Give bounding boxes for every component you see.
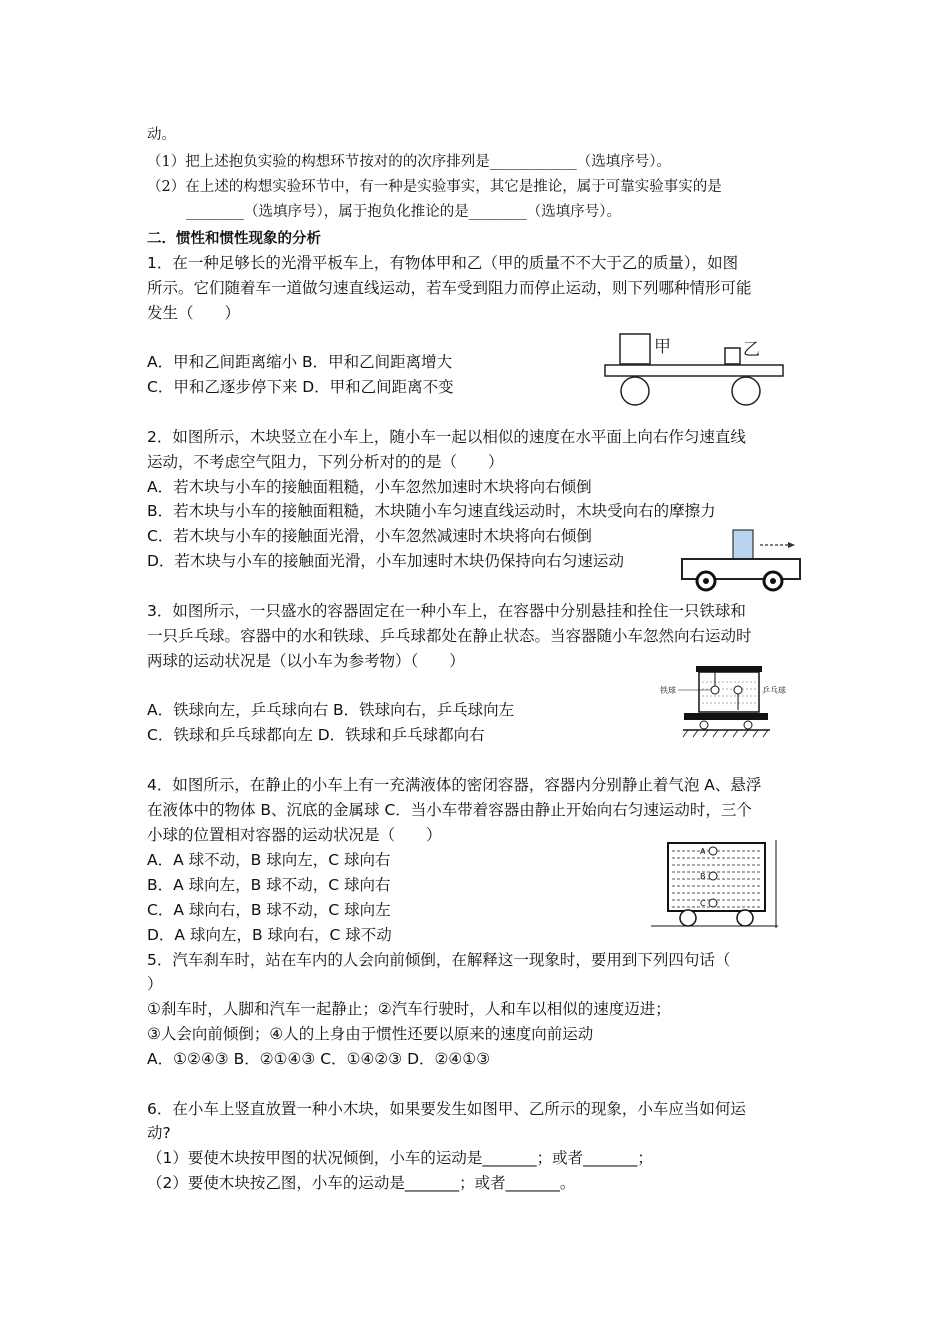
wheel-left xyxy=(621,377,649,405)
problem-1-options-ab: A．甲和乙间距离缩小 B．甲和乙间距离增大 xyxy=(147,353,453,371)
problem-2-option-d: D．若木块与小车的接触面光滑，小车加速时木块仍保持向右匀速运动 xyxy=(147,552,624,570)
iron-ball-label: 铁球 xyxy=(660,686,676,695)
intro-question-2: （2）在上述的构想实验环节中，有一种是实验事实，其它是推论，属于可靠实验事实的是 xyxy=(147,179,722,195)
container-lid xyxy=(696,666,762,672)
problem-6-line-2: 动? xyxy=(147,1124,171,1142)
problem-5-line-4: ③人会向前倾倒；④人的上身由于惯性还要以原来的速度向前运动 xyxy=(147,1025,594,1043)
problem-2-line-1: 2．如图所示，木块竖立在小车上，随小车一起以相似的速度在水平面上向右作匀速直线 xyxy=(147,428,746,446)
problem-3-line-1: 3．如图所示，一只盛水的容器固定在一种小车上，在容器中分别悬挂和拴住一只铁球和 xyxy=(147,602,746,620)
problem-1-options-cd: C．甲和乙逐步停下来 D．甲和乙间距离不变 xyxy=(147,378,454,396)
wood-block xyxy=(733,530,753,559)
problem-4-option-b: B．A 球向左，B 球不动，C 球向右 xyxy=(147,876,391,894)
pingpong-label: 乒乓球 xyxy=(762,686,786,695)
problem-2-option-c: C．若木块与小车的接触面光滑，小车忽然减速时木块将向右倾倒 xyxy=(147,527,592,545)
problem-5-options: A．①②④③ B．②①④③ C．①④②③ D．②④①③ xyxy=(147,1050,491,1068)
cart-figure-1 xyxy=(600,328,790,410)
problem-3-line-3: 两球的运动状况是（以小车为参考物）（ ） xyxy=(147,652,465,670)
problem-4-option-a: A．A 球不动，B 球向左，C 球向右 xyxy=(147,851,391,869)
sealed-container-figure xyxy=(648,838,783,930)
arrow-head-icon xyxy=(788,542,795,548)
problem-6-line-4: （2）要使木块按乙图，小车的运动是_______；或者_______。 xyxy=(147,1174,576,1192)
problem-4-option-c: C．A 球向右，B 球不动，C 球向左 xyxy=(147,901,391,919)
wheel-left xyxy=(680,910,696,926)
problem-4-option-d: D．A 球向左，B 球向右，C 球不动 xyxy=(147,926,392,944)
intro-question-1: （1）把上述抱负实验的构想环节按对的的次序排列是____________（选填序号）。 xyxy=(147,154,671,170)
problem-3-options-cd: C．铁球和乒乓球都向左 D．铁球和乒乓球都向右 xyxy=(147,726,485,744)
water-container xyxy=(699,672,759,712)
problem-2-option-a: A．若木块与小车的接触面粗糙，小车忽然加速时木块将向右倾倒 xyxy=(147,478,592,496)
problem-2-option-b: B．若木块与小车的接触面粗糙，木块随小车匀速直线运动时，木块受向右的摩擦力 xyxy=(147,502,716,520)
label-a: A xyxy=(700,847,706,856)
problem-5-line-2: ） xyxy=(147,975,163,993)
iron-ball xyxy=(711,686,719,694)
problem-1-line-2: 所示。它们随着车一道做匀速直线运动，若车受到阻力而停止运动，则下列哪种情形可能 xyxy=(147,279,752,297)
cart-base xyxy=(684,713,768,720)
problem-6-line-1: 6．在小车上竖直放置一种小木块，如果要发生如图甲、乙所示的现象，小车应当如何运 xyxy=(147,1100,746,1118)
intro-question-2-cont: ________（选填序号），属于抱负化推论的是________（选填序号）。 xyxy=(186,204,621,220)
problem-1-line-3: 发生（ ） xyxy=(147,304,241,322)
wheel-right xyxy=(732,377,760,405)
cart-board xyxy=(605,365,783,376)
section-title: 二．惯性和惯性现象的分析 xyxy=(147,231,321,247)
intro-line: 动。 xyxy=(147,127,176,143)
problem-2-line-2: 运动，不考虑空气阻力，下列分析对的的是（ ） xyxy=(147,453,504,471)
cart-figure-2 xyxy=(678,527,806,591)
problem-5-line-3: ①刹车时，人脚和汽车一起静止；②汽车行驶时，人和车以相似的速度迈进； xyxy=(147,1000,671,1018)
problem-5-line-1: 5．汽车刹车时，站在车内的人会向前倾倒，在解释这一现象时，要用到下列四句话（ xyxy=(147,951,731,969)
block-jia xyxy=(620,334,650,364)
problem-4-line-3: 小球的位置相对容器的运动状况是（ ） xyxy=(147,826,442,844)
object-b xyxy=(709,872,717,880)
problem-6-line-3: （1）要使木块按甲图的状况倾倒，小车的运动是_______；或者_______； xyxy=(147,1149,653,1167)
label-jia: 甲 xyxy=(654,337,671,357)
bubble-a xyxy=(709,847,717,855)
container-cart-figure xyxy=(658,664,786,744)
problem-3-options-ab: A．铁球向左，乒乓球向右 B．铁球向右，乒乓球向左 xyxy=(147,701,515,719)
metal-ball-c xyxy=(709,899,717,907)
label-b: B xyxy=(700,872,706,881)
problem-4-line-2: 在液体中的物体 B、沉底的金属球 C．当小车带着容器由静止开始向右匀速运动时，三个 xyxy=(147,801,752,819)
wheel-right xyxy=(737,910,753,926)
label-c: C xyxy=(700,899,706,908)
problem-1-line-1: 1．在一种足够长的光滑平板车上，有物体甲和乙（甲的质量不不大于乙的质量），如图 xyxy=(147,254,739,272)
label-yi: 乙 xyxy=(743,340,760,360)
problem-4-line-1: 4．如图所示，在静止的小车上有一充满液体的密闭容器，容器内分别静止着气泡 A、悬浮 xyxy=(147,776,762,794)
pingpong-ball xyxy=(734,686,742,694)
problem-3-line-2: 一只乒乓球。容器中的水和铁球、乒乓球都处在静止状态。当容器随小车忽然向右运动时 xyxy=(147,627,752,645)
block-yi xyxy=(725,348,740,364)
